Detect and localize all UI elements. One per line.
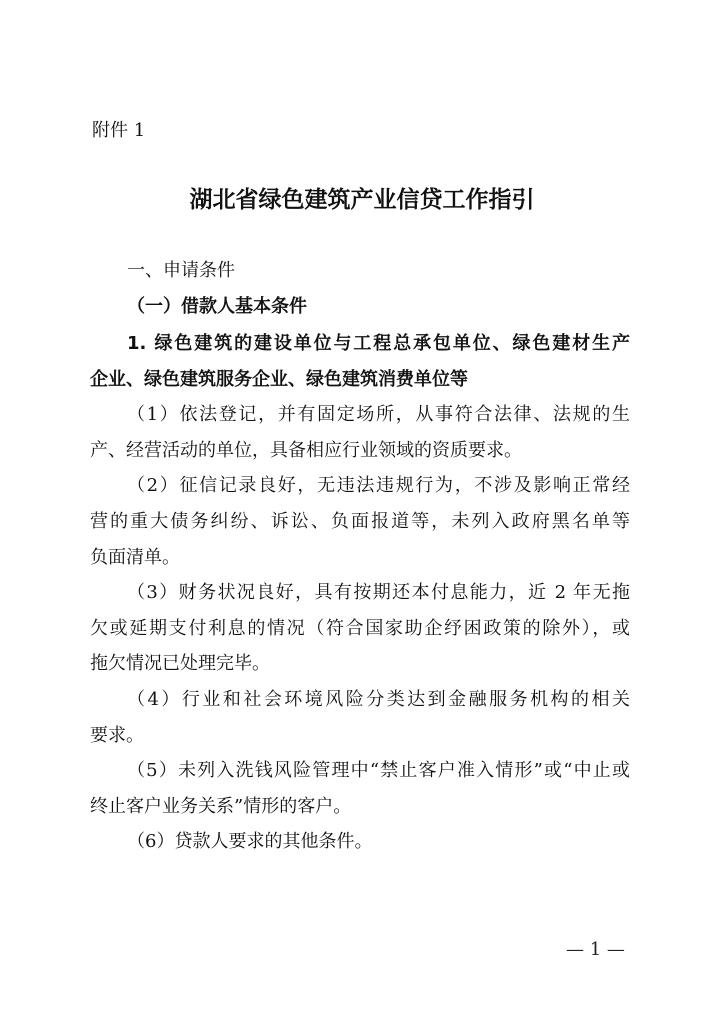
condition-3-line-1: （3）财务状况良好，具有按期还本付息能力，近 2 年无拖 [127, 582, 630, 603]
condition-1-line-1: （1）依法登记，并有固定场所，从事符合法律、法规的生 [127, 404, 630, 425]
document-title: 湖北省绿色建筑产业信贷工作指引 [189, 186, 535, 213]
item-heading-line-1: 1. 绿色建筑的建设单位与工程总承包单位、绿色建材生产 [127, 333, 630, 354]
subsection-heading: （一）借款人基本条件 [127, 296, 307, 317]
condition-2-line-1: （2）征信记录良好，无违法违规行为，不涉及影响正常经 [127, 475, 630, 496]
condition-5-line-1: （5）未列入洗钱风险管理中“禁止客户准入情形”或“中止或 [127, 760, 630, 781]
condition-2-line-3: 负面清单。 [90, 547, 180, 568]
condition-2-line-2: 营的重大债务纠纷、诉讼、负面报道等，未列入政府黑名单等 [90, 511, 630, 532]
condition-6-line-1: （6）贷款人要求的其他条件。 [127, 831, 373, 852]
attachment-label: 附件 1 [92, 120, 146, 141]
condition-4-line-1: （4）行业和社会环境风险分类达到金融服务机构的相关 [127, 689, 630, 710]
condition-1-line-2: 产、经营活动的单位，具备相应行业领域的资质要求。 [90, 440, 522, 461]
condition-3-line-2: 欠或延期支付利息的情况（符合国家助企纾困政策的除外），或 [90, 618, 630, 639]
item-heading-line-2: 企业、绿色建筑服务企业、绿色建筑消费单位等 [90, 369, 468, 390]
section-heading: 一、申请条件 [127, 260, 235, 281]
condition-3-line-3: 拖欠情况已处理完毕。 [90, 653, 270, 674]
page-number: — 1 — [566, 939, 625, 960]
condition-5-line-2: 终止客户业务关系”情形的客户。 [90, 796, 352, 817]
condition-4-line-2: 要求。 [90, 725, 144, 746]
